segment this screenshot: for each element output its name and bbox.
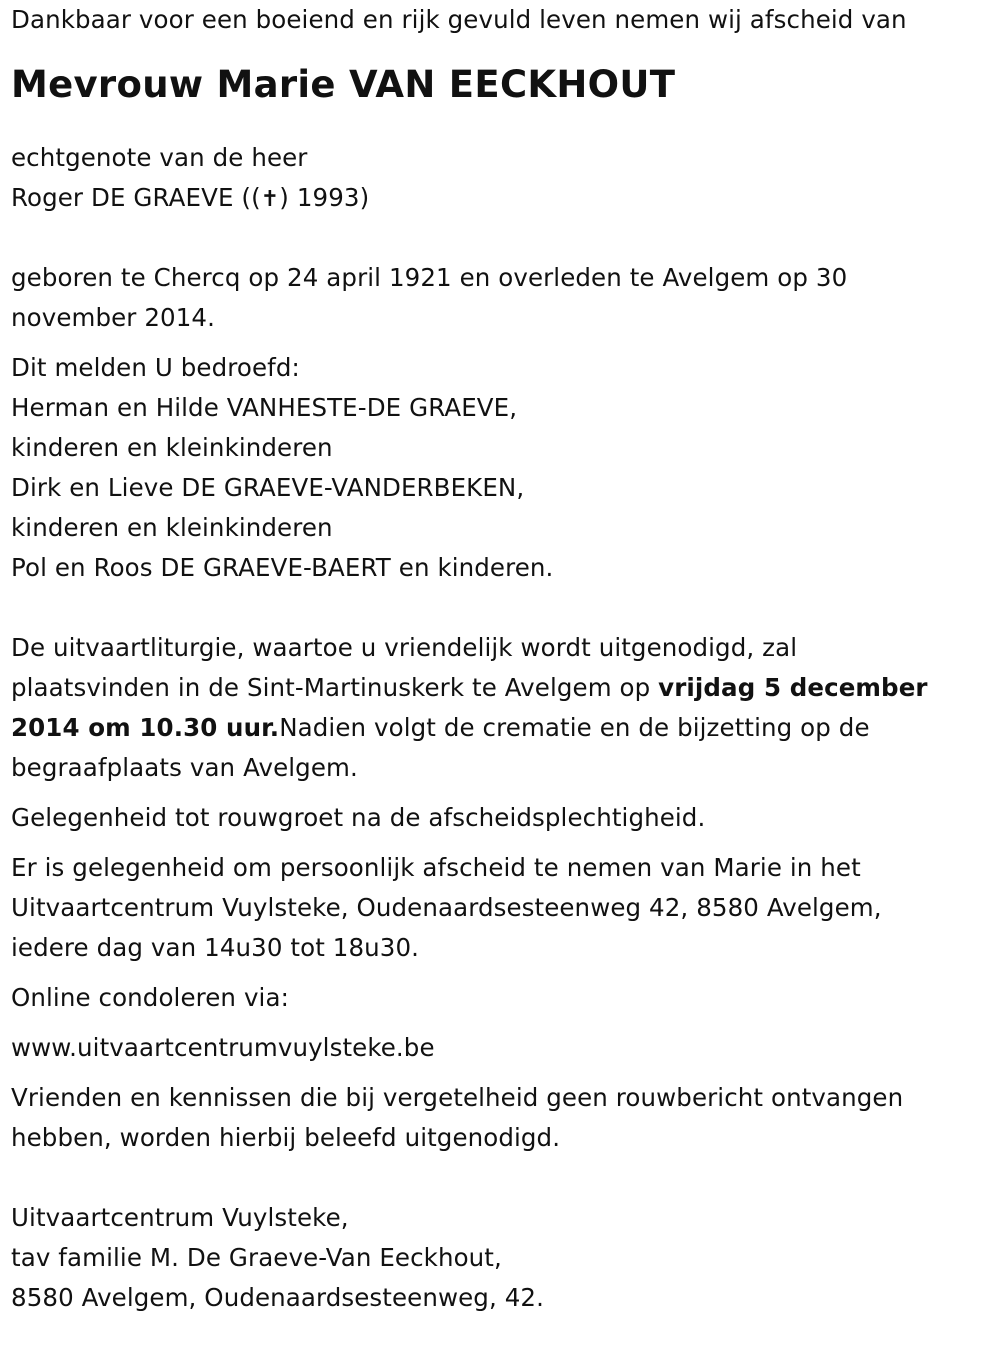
- farewell-line-3: iedere dag van 14u30 tot 18u30.: [11, 933, 420, 962]
- address-line-1: Uitvaartcentrum Vuylsteke,: [11, 1203, 349, 1232]
- friends-line-2: hebben, worden hierbij beleefd uitgenodigd.: [11, 1123, 561, 1152]
- family-line: kinderen en kleinkinderen: [11, 433, 333, 462]
- spouse-line-2: [11, 178, 991, 218]
- liturgy-time: 2014 om 10.30 uur.: [11, 713, 280, 742]
- liturgy-line-2: [11, 668, 991, 708]
- birth-line-2: november 2014.: [11, 303, 215, 332]
- obituary-document: [11, 0, 991, 1318]
- spouse-line-1: echtgenote van de heer: [11, 143, 308, 172]
- address-line-3: 8580 Avelgem, Oudenaardsesteenweg, 42.: [11, 1283, 544, 1312]
- intro-text: Dankbaar voor een boeiend en rijk gevuld leven nemen wij afscheid van: [11, 5, 907, 34]
- farewell-line-1: Er is gelegenheid om persoonlijk afscheid te nemen van Marie in het: [11, 853, 861, 882]
- liturgy-cremation: Nadien volgt de crematie en de bijzetting op de: [279, 713, 870, 742]
- spouse-death-year: ) 1993): [279, 183, 370, 212]
- liturgy-location: plaatsvinden in de Sint-Martinuskerk te Avelgem op: [11, 673, 659, 702]
- family-heading: Dit melden U bedroefd:: [11, 353, 300, 382]
- liturgy-date: vrijdag 5 december: [658, 673, 928, 702]
- family-line: kinderen en kleinkinderen: [11, 513, 333, 542]
- online-condolence-label: Online condoleren via:: [11, 983, 289, 1012]
- liturgy-line-1: De uitvaartliturgie, waartoe u vriendelijk wordt uitgenodigd, zal: [11, 633, 798, 662]
- condolence-website-link[interactable]: www.uitvaartcentrumvuylsteke.be: [11, 1033, 435, 1062]
- spouse-name: Roger DE GRAEVE ((: [11, 183, 261, 212]
- family-line: Herman en Hilde VANHESTE-DE GRAEVE,: [11, 393, 518, 422]
- address-line-2: tav familie M. De Graeve-Van Eeckhout,: [11, 1243, 502, 1272]
- family-line: Pol en Roos DE GRAEVE-BAERT en kinderen.: [11, 553, 554, 582]
- cross-icon: ✝: [260, 187, 280, 212]
- liturgy-line-4: begraafplaats van Avelgem.: [11, 753, 358, 782]
- farewell-line-2: Uitvaartcentrum Vuylsteke, Oudenaardsesteenweg 42, 8580 Avelgem,: [11, 893, 882, 922]
- friends-line-1: Vrienden en kennissen die bij vergetelheid geen rouwbericht ontvangen: [11, 1083, 904, 1112]
- liturgy-line-3: [11, 708, 991, 748]
- condolence-after-ceremony: Gelegenheid tot rouwgroet na de afscheidsplechtigheid.: [11, 803, 706, 832]
- family-line: Dirk en Lieve DE GRAEVE-VANDERBEKEN,: [11, 473, 525, 502]
- deceased-name: Mevrouw Marie VAN EECKHOUT: [11, 63, 676, 106]
- birth-line-1: geboren te Chercq op 24 april 1921 en overleden te Avelgem op 30: [11, 263, 848, 292]
